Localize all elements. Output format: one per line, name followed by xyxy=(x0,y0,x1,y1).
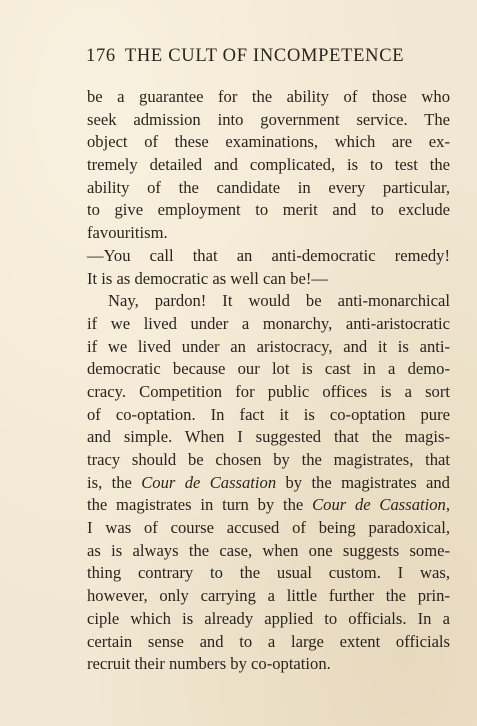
text-line: seek admission into government service. The xyxy=(87,109,450,129)
text-line: —You call that an anti-democratic remedy! xyxy=(87,245,450,265)
text-line: object of these examinations, which are ex- xyxy=(87,132,450,152)
italic-title: Cour de Cassation xyxy=(312,495,446,515)
text-line: thing contrary to the usual custom. I was, xyxy=(87,563,450,583)
text-line: tremely detailed and complicated, is to test the xyxy=(87,155,450,175)
text-line: ciple which is already applied to officials. In a xyxy=(87,608,450,628)
running-title: THE CULT OF INCOMPETENCE xyxy=(124,46,405,66)
text-line xyxy=(87,472,450,495)
text-line: recruit their numbers by co-optation. xyxy=(87,654,331,674)
text-line: ability of the candidate in every particular, xyxy=(87,177,450,197)
text-line xyxy=(87,494,450,517)
text-line: democratic because our lot is cast in a demo- xyxy=(87,359,450,379)
text-line: and simple. When I suggested that the magis- xyxy=(87,427,450,447)
text-line: I was of course accused of being paradoxical, xyxy=(87,518,450,538)
italic-title: Cour de Cassation xyxy=(141,472,277,492)
text-line: Nay, pardon! It would be anti-monarchical xyxy=(108,291,450,311)
text-line: to give employment to merit and to exclude xyxy=(87,200,450,220)
running-header xyxy=(86,46,456,67)
text-line: cracy. Competition for public offices is a sort xyxy=(87,381,450,401)
page-number: 176 xyxy=(86,46,116,66)
text-line: if we lived under a monarchy, anti-aristocratic xyxy=(87,313,450,333)
text-segment: by the magistrates and xyxy=(276,472,450,492)
text-segment: the magistrates in turn by the xyxy=(87,495,313,515)
text-line: tracy should be chosen by the magistrates, that xyxy=(87,450,450,469)
text-segment: is, the xyxy=(87,472,142,492)
text-line: be a guarantee for the ability of those who xyxy=(87,87,450,106)
text-line: of co-optation. In fact it is co-optation pure xyxy=(87,404,450,424)
text-line: certain sense and to a large extent officials xyxy=(87,631,450,651)
text-line: It is as democratic as well can be!— xyxy=(87,268,328,288)
text-segment: , xyxy=(445,495,450,515)
text-line: if we lived under an aristocracy, and it is anti- xyxy=(87,336,450,356)
text-line: favouritism. xyxy=(87,223,168,243)
body-text xyxy=(87,86,450,676)
text-line: however, only carrying a little further the prin- xyxy=(87,586,450,606)
text-line: as is always the case, when one suggests some- xyxy=(87,540,450,560)
